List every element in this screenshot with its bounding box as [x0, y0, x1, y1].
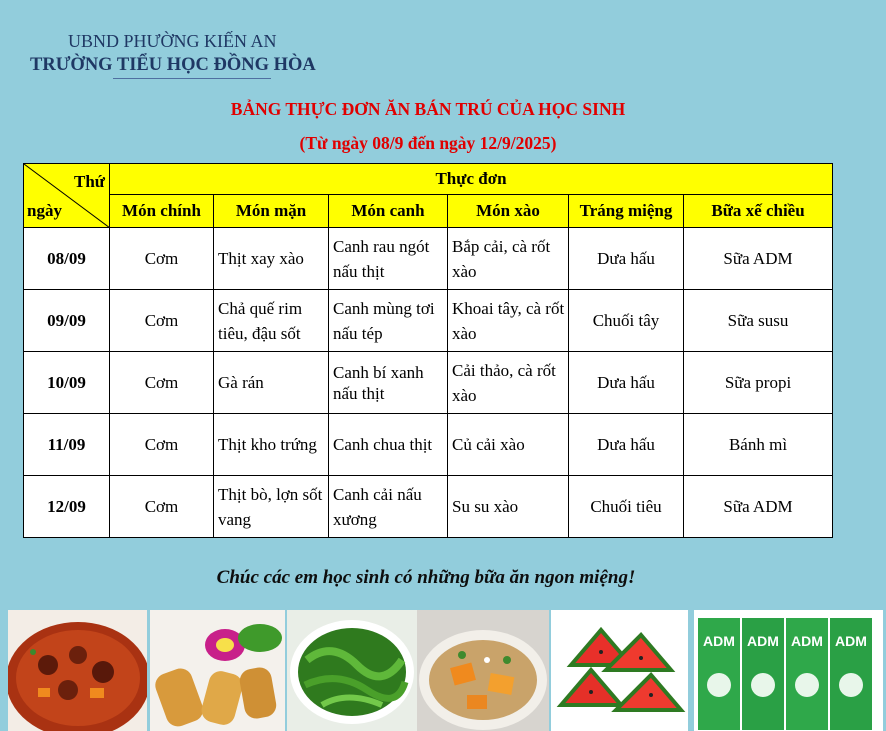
mon-man-cell: Thịt xay xào: [214, 228, 329, 290]
corner-label-ngay: ngày: [27, 201, 62, 220]
column-header-mon-chinh: Món chính: [110, 195, 214, 228]
date-cell: 08/09: [24, 228, 110, 290]
trang-mieng-cell: Dưa hấu: [569, 414, 684, 476]
group-header-thuc-don: Thực đơn: [110, 164, 833, 195]
mon-chinh-cell: Cơm: [110, 290, 214, 352]
corner-label-thu: Thứ: [74, 172, 105, 191]
squash-soup-photo: [417, 610, 549, 731]
beef-stew-photo: [8, 610, 147, 731]
mon-chinh-cell: Cơm: [110, 414, 214, 476]
date-cell: 09/09: [24, 290, 110, 352]
adm-logo-1: ADM: [703, 633, 735, 649]
bua-xe-chieu-cell: Sữa propi: [684, 352, 833, 414]
bua-xe-chieu-cell: Bánh mì: [684, 414, 833, 476]
table-row: [24, 228, 833, 290]
trang-mieng-cell: Chuối tây: [569, 290, 684, 352]
table-row: [24, 290, 833, 352]
table-row: [24, 352, 833, 414]
corner-header-cell: [24, 164, 110, 228]
date-cell: 11/09: [24, 414, 110, 476]
closing-wish: Chúc các em học sinh có những bữa ăn ngon miệng!: [216, 567, 636, 588]
adm-milk-photo: [694, 610, 883, 731]
menu-table: [23, 163, 833, 538]
adm-logo-4: ADM: [835, 633, 867, 649]
date-cell: 10/09: [24, 352, 110, 414]
bua-xe-chieu-cell: Sữa ADM: [684, 228, 833, 290]
mon-xao-cell: Cải thảo, cà rốt xào: [448, 352, 569, 414]
mon-canh-cell: Canh bí xanh nấu thịt: [329, 352, 448, 414]
mon-man-cell: Thịt kho trứng: [214, 414, 329, 476]
mon-man-cell: Gà rán: [214, 352, 329, 414]
mon-man-cell: Thịt bò, lợn sốt vang: [214, 476, 329, 538]
mon-canh-cell: Canh mùng tơi nấu tép: [329, 290, 448, 352]
date-cell: 12/09: [24, 476, 110, 538]
column-header-mon-xao: Món xào: [448, 195, 569, 228]
column-header-bua-xe-chieu: Bữa xế chiều: [684, 195, 833, 228]
trang-mieng-cell: Dưa hấu: [569, 352, 684, 414]
watermelon-photo: [551, 610, 688, 731]
mon-canh-cell: Canh rau ngót nấu thịt: [329, 228, 448, 290]
mon-chinh-cell: Cơm: [110, 228, 214, 290]
school-name: TRƯỜNG TIỂU HỌC ĐỒNG HÒA: [30, 55, 316, 75]
menu-title: BẢNG THỰC ĐƠN ĂN BÁN TRÚ CỦA HỌC SINH: [230, 99, 626, 119]
table-row: [24, 414, 833, 476]
column-header-mon-man: Món mặn: [214, 195, 329, 228]
column-header-mon-canh: Món canh: [329, 195, 448, 228]
mon-man-cell: Chả quế rim tiêu, đậu sốt: [214, 290, 329, 352]
mon-xao-cell: Bắp cải, cà rốt xào: [448, 228, 569, 290]
school-name-underline: [113, 78, 271, 79]
mon-xao-cell: Củ cải xào: [448, 414, 569, 476]
mon-canh-cell: Canh cải nấu xương: [329, 476, 448, 538]
column-header-trang-mieng: Tráng miệng: [569, 195, 684, 228]
bua-xe-chieu-cell: Sữa ADM: [684, 476, 833, 538]
mon-chinh-cell: Cơm: [110, 352, 214, 414]
mon-canh-cell: Canh chua thịt: [329, 414, 448, 476]
fried-chicken-photo: [150, 610, 285, 731]
trang-mieng-cell: Dưa hấu: [569, 228, 684, 290]
bua-xe-chieu-cell: Sữa susu: [684, 290, 833, 352]
mon-xao-cell: Su su xào: [448, 476, 569, 538]
adm-logo-3: ADM: [791, 633, 823, 649]
adm-logo-2: ADM: [747, 633, 779, 649]
vegetable-soup-photo: [287, 610, 417, 731]
menu-date-range: (Từ ngày 08/9 đến ngày 12/9/2025): [299, 133, 557, 153]
trang-mieng-cell: Chuối tiêu: [569, 476, 684, 538]
ward-name: UBND PHƯỜNG KIẾN AN: [68, 31, 277, 51]
table-row: [24, 476, 833, 538]
mon-xao-cell: Khoai tây, cà rốt xào: [448, 290, 569, 352]
mon-chinh-cell: Cơm: [110, 476, 214, 538]
